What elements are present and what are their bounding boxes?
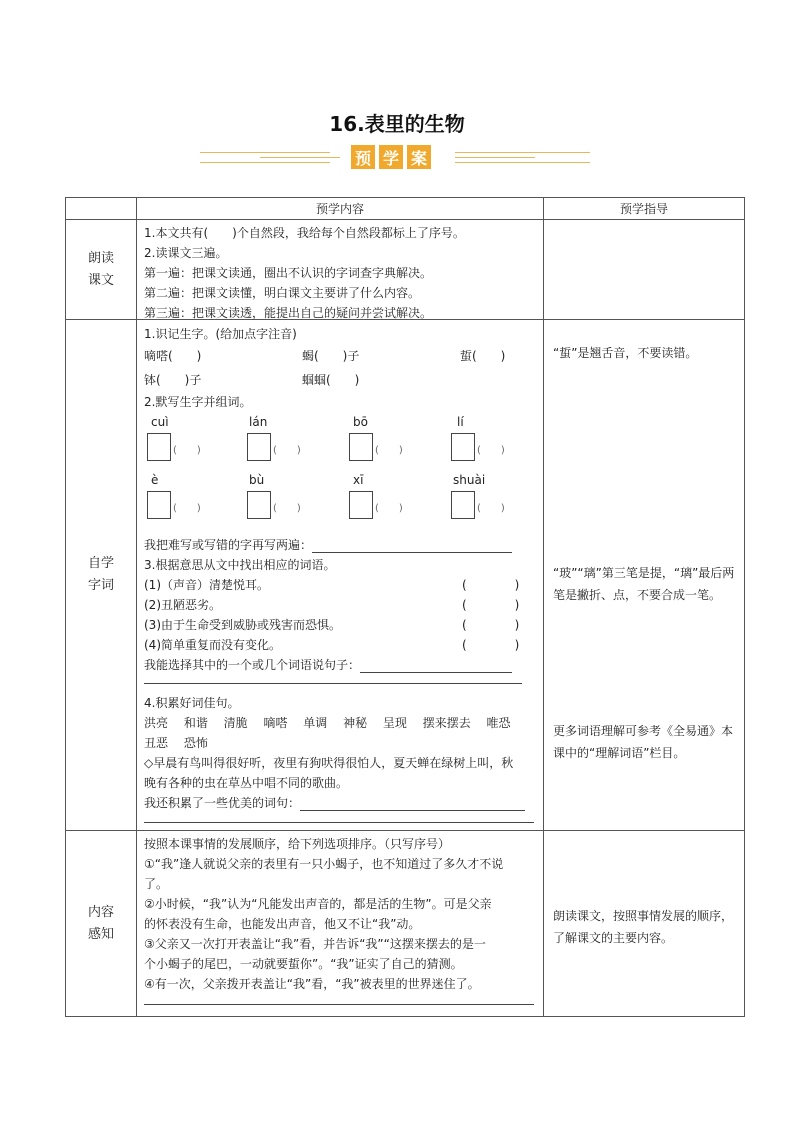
q4-title: 4.积累好词佳句。 xyxy=(144,696,240,710)
reading-line: 第二遍：把课文读懂，明白课文主要讲了什么内容。 xyxy=(144,286,421,300)
q1-item: 蝈蝈( ) xyxy=(302,373,360,387)
section-label-content: 内容 感知 xyxy=(66,831,137,1017)
guide-text: 更多词语理解可参考《全易通》本课中的“理解词语”栏目。 xyxy=(553,724,734,760)
q3-extra-blank[interactable] xyxy=(144,671,522,684)
vocab-content xyxy=(137,320,544,831)
reading-line: 1.本文共有( )个自然段，我给每个自然段都标上了序号。 xyxy=(144,226,465,240)
banner-char: 预 xyxy=(351,145,375,169)
q1-item: 蝎( )子 xyxy=(302,349,360,363)
word-blank[interactable]: ( ) xyxy=(477,445,505,456)
q3-answer[interactable]: ( ) xyxy=(462,618,520,632)
content-item: 了。 xyxy=(144,877,169,891)
preview-table xyxy=(65,197,745,1017)
word-blank[interactable]: ( ) xyxy=(173,503,201,514)
word-blank[interactable]: ( ) xyxy=(273,445,301,456)
reading-content xyxy=(137,220,544,320)
q2-title: 2.默写生字并组词。 xyxy=(144,395,252,409)
reading-line: 第三遍：把课文读透，能提出自己的疑问并尝试解决。 xyxy=(144,306,433,320)
q4-words: 洪亮 和谐 清脆 嘀嗒 单调 神秘 呈现 摆来摆去 唯恐 xyxy=(144,716,511,730)
banner-char: 案 xyxy=(407,145,431,169)
q3-item: (4)简单重复而没有变化。 xyxy=(144,638,281,652)
word-blank[interactable]: ( ) xyxy=(173,445,201,456)
pinyin: bō xyxy=(353,415,368,429)
content-item: 的怀表没有生命，也能发出声音，他又不让“我”动。 xyxy=(144,917,421,931)
word-blank[interactable]: ( ) xyxy=(477,503,505,514)
reading-line: 2.读课文三遍。 xyxy=(144,246,228,260)
char-box[interactable] xyxy=(349,491,373,519)
char-box[interactable] xyxy=(349,433,373,461)
pinyin: xī xyxy=(353,473,364,487)
section-label-reading: 朗读 课文 xyxy=(66,220,137,320)
reading-guide xyxy=(544,220,745,320)
header-guide: 预学指导 xyxy=(544,198,745,220)
content-item: ①“我”逢人就说父亲的表里有一只小蝎子，也不知道过了多久才不说 xyxy=(144,857,504,871)
word-blank[interactable]: ( ) xyxy=(273,503,301,514)
content-item: ③父亲又一次打开表盖让“我”看，并告诉“我”“这摆来摆去的是一 xyxy=(144,937,486,951)
content-item: ②小时候，“我”认为“凡能发出声音的，都是活的生物”。可是父亲 xyxy=(144,897,492,911)
q3-sentence-line: 我能选择其中的一个或几个词语说句子： xyxy=(144,656,512,673)
char-box[interactable] xyxy=(451,433,475,461)
char-box[interactable] xyxy=(451,491,475,519)
content-item: 个小蝎子的尾巴，一动就要蜇你”。“我”证实了自己的猜测。 xyxy=(144,957,463,971)
guide-text: “玻”“璃”第三笔是提，“璃”最后两笔是撇折、点，不要合成一笔。 xyxy=(553,566,735,602)
guide-text: “蜇”是翘舌音，不要读错。 xyxy=(553,346,698,360)
q4-sentence: 晚有各种的虫在草丛中唱不同的歌曲。 xyxy=(144,776,349,790)
char-box[interactable] xyxy=(147,433,171,461)
pinyin: bù xyxy=(249,473,265,487)
section-banner xyxy=(0,143,794,173)
rewrite-line: 我把难写或写错的字再写两遍： xyxy=(144,536,512,553)
q3-title: 3.根据意思从文中找出相应的词语。 xyxy=(144,558,336,572)
q4-more-line: 我还积累了一些优美的词句： xyxy=(144,794,525,811)
q3-item: (3)由于生命受到威胁或残害而恐惧。 xyxy=(144,618,341,632)
vocab-guide xyxy=(544,320,745,831)
q1-item: 蜇( ) xyxy=(460,349,506,363)
q4-extra-blank[interactable] xyxy=(144,810,534,823)
q4-sentence: ◇早晨有鸟叫得很好听，夜里有狗吠得很怕人，夏天蝉在绿树上叫，秋 xyxy=(144,756,514,770)
header-content: 预学内容 xyxy=(137,198,544,220)
pinyin: cuì xyxy=(151,415,169,429)
section-label-vocab: 自学 字词 xyxy=(66,320,137,831)
pinyin: shuài xyxy=(453,473,486,487)
content-intro: 按照本课事情的发展顺序，给下列选项排序。（只写序号） xyxy=(144,837,451,851)
word-blank[interactable]: ( ) xyxy=(375,445,403,456)
q3-item: (1)（声音）清楚悦耳。 xyxy=(144,578,269,592)
pinyin: lán xyxy=(249,415,268,429)
content-item: ④有一次，父亲拨开表盖让“我”看，“我”被表里的世界迷住了。 xyxy=(144,977,480,991)
order-answer-blank[interactable] xyxy=(144,992,534,1005)
content-guide xyxy=(544,831,745,1017)
q3-answer[interactable]: ( ) xyxy=(462,638,520,652)
q1-title: 1.识记生字。(给加点字注音) xyxy=(144,327,297,341)
q3-item: (2)丑陋恶劣。 xyxy=(144,598,221,612)
char-box[interactable] xyxy=(247,491,271,519)
char-box[interactable] xyxy=(247,433,271,461)
q1-item: 钵( )子 xyxy=(144,373,202,387)
char-box[interactable] xyxy=(147,491,171,519)
content-perception xyxy=(137,831,544,1017)
reading-line: 第一遍：把课文读通，圈出不认识的字词查字典解决。 xyxy=(144,266,433,280)
q3-answer[interactable]: ( ) xyxy=(462,578,520,592)
table-corner xyxy=(66,198,137,220)
rewrite-blank[interactable] xyxy=(312,552,512,553)
page-title: 16.表里的生物 xyxy=(329,112,465,136)
q4-words: 丑恶 恐怖 xyxy=(144,736,208,750)
pinyin: lí xyxy=(457,415,464,429)
word-blank[interactable]: ( ) xyxy=(375,503,403,514)
guide-text: 朗读课文，按照事情发展的顺序，了解课文的主要内容。 xyxy=(553,909,734,945)
banner-char: 学 xyxy=(379,145,403,169)
pinyin: è xyxy=(151,473,159,487)
q3-answer[interactable]: ( ) xyxy=(462,598,520,612)
q1-item: 嘀嗒( ) xyxy=(144,349,202,363)
